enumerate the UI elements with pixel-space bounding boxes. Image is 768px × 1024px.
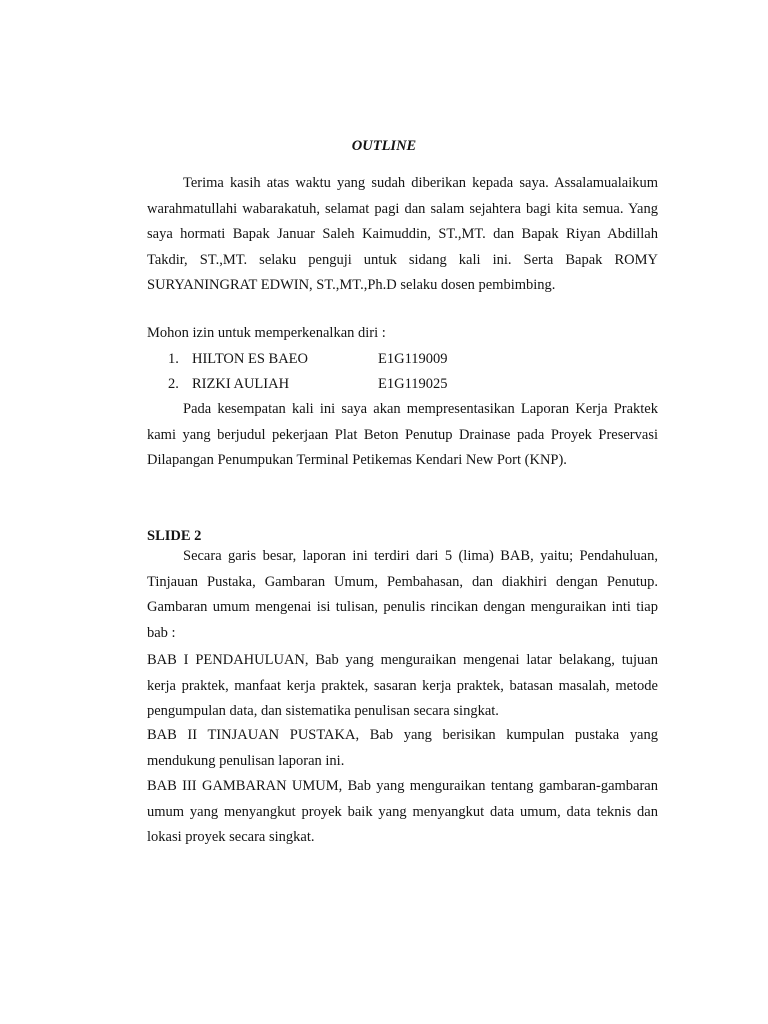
presentation-paragraph: Pada kesempatan kali ini saya akan mempresentasikan Laporan Kerja Praktek kami yang berjudul pekerjaan Plat Beton Penutup Drainase pada Proyek Preservasi Dilapangan Penumpukan Terminal Petikemas Kendari New Port (KNP). (147, 401, 658, 469)
bab2-paragraph: BAB II TINJAUAN PUSTAKA, Bab yang berisikan kumpulan pustaka yang mendukung penulisan laporan ini. (147, 727, 658, 769)
intro-paragraph: Terima kasih atas waktu yang sudah diberikan kepada saya. Assalamualaikum warahmatullahi wabarakatuh, selamat pagi dan salam sejahtera bagi kita semua. Yang saya hormati Bapak Januar Saleh Kaimuddin, ST.,MT. dan Bapak Riyan Abdillah Takdir, ST.,MT. selaku penguji untuk sidang kali ini. Serta Bapak ROMY SURYANINGRAT EDWIN, ST.,MT.,Ph.D selaku dosen pembimbing. (147, 175, 658, 294)
list-item (168, 349, 648, 369)
slide2-paragraph: Secara garis besar, laporan ini terdiri dari 5 (lima) BAB, yaitu; Pendahuluan, Tinjauan Pustaka, Gambaran Umum, Pembahasan, dan diakhiri dengan Penutup. Gambaran umum mengenai isi tulisan, penulis rincikan dengan menguraikan inti tiap bab : (147, 548, 658, 641)
page-title: OUTLINE (351, 138, 417, 154)
intro-line: Mohon izin untuk memperkenalkan diri : (147, 325, 386, 341)
member-nim: E1G119009 (378, 351, 448, 367)
slide-heading: SLIDE 2 (147, 528, 202, 544)
member-nim: E1G119025 (378, 376, 448, 392)
member-name: RIZKI AULIAH (192, 376, 290, 392)
bab3-paragraph: BAB III GAMBARAN UMUM, Bab yang menguraikan tentang gambaran-gambaran umum yang menyangkut proyek baik yang menyangkut data umum, data teknis dan lokasi proyek secara singkat. (147, 778, 658, 846)
list-number: 1. (168, 351, 179, 367)
list-item (168, 374, 648, 394)
member-name: HILTON ES BAEO (192, 351, 309, 367)
list-number: 2. (168, 376, 179, 392)
bab1-paragraph: BAB I PENDAHULUAN, Bab yang menguraikan mengenai latar belakang, tujuan kerja praktek, manfaat kerja praktek, sasaran kerja praktek, batasan masalah, metode pengumpulan data, dan sistematika penulisan secara singkat. (147, 652, 658, 720)
